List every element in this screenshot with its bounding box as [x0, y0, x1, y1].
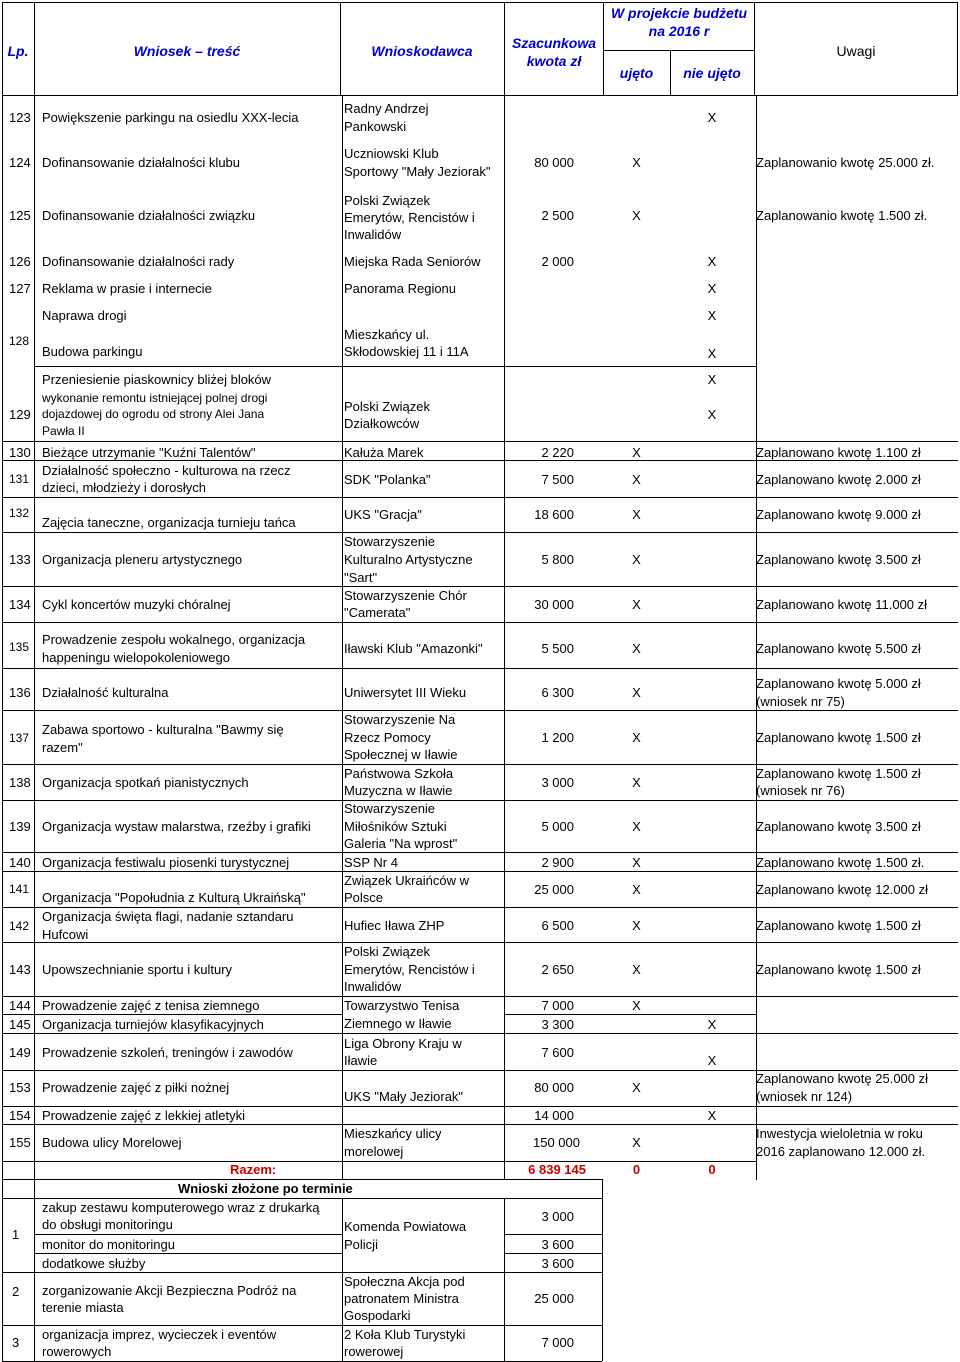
row-ujeto: X [632, 775, 641, 790]
row-tresc: Dofinansowanie działalności związku [42, 208, 256, 223]
row-wnioskodawca: morelowej [344, 1144, 404, 1159]
row-uwagi: Zaplanowano kwotę 1.500 zł [756, 962, 921, 977]
late-tresc: zorganizowanie Akcji Bezpieczna Podróż na [42, 1283, 297, 1298]
row-tresc: Prowadzenie zajęć z tenisa ziemnego [42, 998, 260, 1013]
row-divider [504, 1253, 602, 1254]
row-tresc: Prowadzenie zespołu wokalnego, organizacja [42, 632, 306, 647]
row-tresc: Budowa parkingu [42, 344, 143, 359]
row-nie-ujeto: X [707, 407, 717, 422]
grid-line [342, 96, 343, 1179]
late-wnioskodawca: patronatem Ministra [344, 1291, 459, 1306]
row-wnioskodawca: Polski Związek [344, 944, 430, 959]
row-wnioskodawca: "Camerata" [344, 605, 411, 620]
row-wnioskodawca: UKS "Gracja" [344, 507, 422, 522]
row-ujeto: X [632, 445, 641, 460]
row-ujeto: X [632, 962, 641, 977]
late-tresc: terenie miasta [42, 1300, 124, 1315]
row-tresc: Organizacja festiwalu piosenki turystycznej [42, 855, 290, 870]
row-lp: 153 [9, 1080, 31, 1095]
row-tresc: Prowadzenie zajęć z piłki nożnej [42, 1080, 230, 1095]
row-lp: 149 [9, 1045, 31, 1060]
row-divider [2, 800, 958, 801]
row-ujeto: X [632, 855, 641, 870]
header-tresc: Wniosek – treść [133, 43, 241, 59]
row-wnioskodawca: Mieszkańcy ulicy [344, 1126, 442, 1141]
row-uwagi: Zaplanowano kwotę 25.000 zł [756, 1071, 929, 1086]
row-divider [2, 441, 958, 442]
row-wnioskodawca: Stowarzyszenie [344, 534, 436, 549]
row-divider [2, 1179, 602, 1180]
row-wnioskodawca: Hufiec Iława ZHP [344, 918, 445, 933]
row-tresc: Dofinansowanie działalności klubu [42, 155, 241, 170]
row-tresc: Bieżące utrzymanie "Kuźni Talentów" [42, 445, 256, 460]
row-kwota: 2 220 [541, 445, 574, 460]
row-divider [504, 1234, 602, 1235]
row-wnioskodawca: Rzecz Pomocy [344, 730, 431, 745]
row-wnioskodawca: Pankowski [344, 119, 407, 134]
row-tresc: Przeniesienie piaskownicy bliżej bloków [42, 372, 272, 387]
row-kwota: 14 000 [534, 1108, 574, 1123]
row-divider [34, 1234, 342, 1235]
grid-line [602, 1179, 603, 1361]
row-kwota: 2 650 [541, 962, 574, 977]
row-kwota: 7 000 [541, 998, 574, 1013]
row-wnioskodawca: Stowarzyszenie Na [344, 712, 456, 727]
row-wnioskodawca: Polski Związek [344, 193, 430, 208]
row-wnioskodawca: Inwalidów [344, 227, 402, 242]
row-ujeto: X [632, 641, 641, 656]
row-uwagi: Zaplanowanio kwotę 25.000 zł. [756, 155, 935, 170]
row-lp: 137 [9, 731, 30, 745]
late-item: do obsługi monitoringu [42, 1217, 173, 1232]
row-uwagi: Zaplanowano kwotę 1.100 zł [756, 445, 921, 460]
row-uwagi: (wniosek nr 76) [756, 783, 845, 798]
row-wnioskodawca: Stowarzyszenie [344, 801, 436, 816]
row-tresc: Organizacja turniejów klasyfikacyjnych [42, 1017, 264, 1032]
row-divider [2, 1272, 602, 1273]
row-wnioskodawca: Sportowy "Mały Jeziorak" [344, 164, 491, 179]
row-uwagi: Zaplanowano kwotę 12.000 zł [756, 882, 929, 897]
row-nie-ujeto: X [707, 1017, 717, 1032]
row-uwagi: Zaplanowano kwotę 9.000 zł [756, 507, 921, 522]
row-kwota: 80 000 [534, 155, 574, 170]
total-kwota: 6 839 145 [528, 1162, 586, 1177]
row-divider [504, 1014, 756, 1015]
row-uwagi: (wniosek nr 124) [756, 1089, 853, 1104]
row-lp: 143 [9, 962, 31, 977]
late-lp: 3 [12, 1335, 20, 1350]
row-tresc: dojazdowej do ogrodu od strony Alei Jana [42, 407, 265, 421]
late-wnioskodawca: Policji [344, 1237, 378, 1252]
row-lp: 125 [9, 208, 31, 223]
row-divider [2, 852, 958, 853]
late-tresc: organizacja imprez, wycieczek i eventów [42, 1327, 277, 1342]
row-tresc: Organizacja "Popołudnia z Kulturą Ukraińską" [42, 890, 306, 905]
row-wnioskodawca: Miejska Rada Seniorów [344, 254, 481, 269]
row-wnioskodawca: Ziemnego w Iławie [344, 1016, 452, 1031]
row-divider [34, 1253, 342, 1254]
row-tresc: happeningu wielopokoleniowego [42, 650, 230, 665]
row-wnioskodawca: Kałuża Marek [344, 445, 424, 460]
grid-line [342, 1198, 343, 1361]
row-nie-ujeto: X [707, 372, 717, 387]
late-kwota: 3 000 [541, 1209, 574, 1224]
row-ujeto: X [632, 998, 641, 1013]
row-wnioskodawca: Uniwersytet III Wieku [344, 685, 467, 700]
row-tresc: dzieci, młodzieży i dorosłych [42, 480, 207, 495]
late-item: zakup zestawu komputerowego wraz z drukarką [42, 1200, 320, 1215]
row-ujeto: X [632, 918, 641, 933]
row-tresc: Prowadzenie szkoleń, treningów i zawodów [42, 1045, 293, 1060]
row-uwagi: Zaplanowano kwotę 2.000 zł [756, 472, 921, 487]
row-kwota: 6 500 [541, 918, 574, 933]
row-divider [2, 942, 958, 943]
row-lp: 130 [9, 445, 31, 460]
grid-line [2, 96, 3, 1361]
late-wnioskodawca: rowerowej [344, 1344, 404, 1359]
row-lp: 155 [9, 1135, 31, 1150]
row-lp: 132 [9, 506, 30, 520]
late-wnioskodawca: Gospodarki [344, 1308, 411, 1323]
row-wnioskodawca: Muzyczna w Iławie [344, 783, 453, 798]
row-lp: 141 [9, 882, 30, 896]
row-wnioskodawca: SDK "Polanka" [344, 472, 431, 487]
row-kwota: 7 600 [541, 1045, 574, 1060]
row-kwota: 5 000 [541, 819, 574, 834]
row-wnioskodawca: Panorama Regionu [344, 281, 457, 296]
late-item: dodatkowe służby [42, 1256, 146, 1271]
late-lp: 2 [12, 1284, 20, 1299]
header-wnioskodawca: Wnioskodawca [371, 43, 473, 59]
row-wnioskodawca: Inwalidów [344, 979, 402, 994]
late-wnioskodawca: Społeczna Akcja pod [344, 1274, 465, 1289]
row-lp: 133 [9, 552, 31, 567]
row-tresc: Dofinansowanie działalności rady [42, 254, 235, 269]
row-lp: 127 [9, 281, 31, 296]
row-tresc: Działalność społeczno - kulturowa na rzecz [42, 463, 291, 478]
row-tresc: Powiększenie parkingu na osiedlu XXX-lecia [42, 110, 299, 125]
row-divider [2, 532, 958, 533]
row-ujeto: X [632, 597, 641, 612]
late-item: monitor do monitoringu [42, 1237, 175, 1252]
row-lp: 139 [9, 819, 31, 834]
row-kwota: 150 000 [533, 1135, 580, 1150]
row-tresc: Budowa ulicy Morelowej [42, 1135, 182, 1150]
late-tresc: rowerowych [42, 1344, 112, 1359]
row-wnioskodawca: Emerytów, Rencistów i [344, 210, 475, 225]
row-divider [2, 1014, 342, 1015]
row-kwota: 2 000 [541, 254, 574, 269]
row-divider [2, 586, 958, 587]
row-divider [2, 668, 958, 669]
row-tresc: Działalność kulturalna [42, 685, 169, 700]
row-lp: 136 [9, 685, 31, 700]
row-nie-ujeto: X [707, 1108, 717, 1123]
row-kwota: 18 600 [534, 507, 574, 522]
total-nie-ujeto: 0 [708, 1162, 716, 1177]
header-uwagi: Uwagi [836, 43, 876, 59]
row-kwota: 25 000 [534, 882, 574, 897]
row-ujeto: X [632, 1135, 641, 1150]
row-divider [34, 366, 756, 367]
late-section-title: Wnioski złożone po terminie [178, 1181, 353, 1196]
row-uwagi: Zaplanowano kwotę 3.500 zł [756, 552, 921, 567]
row-tresc: Pawła II [42, 424, 85, 438]
row-ujeto: X [632, 472, 641, 487]
row-lp: 138 [9, 775, 31, 790]
late-kwota: 25 000 [534, 1291, 574, 1306]
row-wnioskodawca: Liga Obrony Kraju w [344, 1036, 462, 1051]
row-tresc: Upowszechnianie sportu i kultury [42, 962, 233, 977]
row-uwagi: Zaplanowano kwotę 1.500 zł [756, 918, 921, 933]
row-lp: 134 [9, 597, 31, 612]
row-kwota: 1 200 [541, 730, 574, 745]
row-nie-ujeto: X [707, 110, 717, 125]
row-tresc: Organizacja pleneru artystycznego [42, 552, 243, 567]
row-ujeto: X [632, 552, 641, 567]
row-kwota: 5 500 [541, 641, 574, 656]
grid-line [504, 96, 505, 1179]
row-nie-ujeto: X [707, 281, 717, 296]
row-lp: 126 [9, 254, 31, 269]
row-lp: 144 [9, 998, 31, 1013]
row-wnioskodawca: Uczniowski Klub [344, 146, 439, 161]
row-kwota: 2 900 [541, 855, 574, 870]
row-ujeto: X [632, 685, 641, 700]
row-tresc: wykonanie remontu istniejącej polnej drogi [42, 391, 268, 405]
row-lp: 124 [9, 155, 31, 170]
late-kwota: 3 600 [541, 1237, 574, 1252]
row-kwota: 80 000 [534, 1080, 574, 1095]
late-wnioskodawca: Komenda Powiatowa [344, 1219, 467, 1234]
row-uwagi: 2016 zaplanowano 12.000 zł. [756, 1144, 926, 1159]
row-divider [2, 460, 958, 461]
row-lp: 123 [9, 110, 31, 125]
header-budzet: W projekcie budżetu na 2016 r [610, 5, 748, 39]
row-uwagi: Zaplanowano kwotę 1.500 zł. [756, 855, 925, 870]
row-tresc: Organizacja święta flagi, nadanie sztandaru [42, 909, 294, 924]
row-divider [2, 622, 958, 623]
row-uwagi: Zaplanowano kwotę 3.500 zł [756, 819, 921, 834]
row-wnioskodawca: "Sart" [344, 570, 378, 585]
row-tresc: Reklama w prasie i internecie [42, 281, 212, 296]
header-nie-ujeto: nie ujęto [683, 65, 741, 81]
row-ujeto: X [632, 882, 641, 897]
row-lp: 135 [9, 640, 30, 654]
row-wnioskodawca: SSP Nr 4 [344, 855, 398, 870]
row-kwota: 2 500 [541, 208, 574, 223]
row-lp: 154 [9, 1108, 31, 1123]
row-tresc: Organizacja spotkań pianistycznych [42, 775, 249, 790]
row-wnioskodawca: Galeria "Na wprost" [344, 836, 458, 851]
row-kwota: 7 500 [541, 472, 574, 487]
row-lp: 131 [9, 472, 30, 486]
row-wnioskodawca: Mieszkańcy ul. [344, 327, 430, 342]
row-uwagi: Zaplanowano kwotę 5.000 zł [756, 676, 921, 691]
header-kwota: Szacunkowa kwota zł [511, 35, 597, 69]
header-lp: Lp. [7, 43, 29, 59]
row-wnioskodawca: Związek Ukraińców w [344, 873, 469, 888]
header-ujeto: ujęto [619, 65, 654, 81]
row-wnioskodawca: Iławie [344, 1053, 378, 1068]
row-wnioskodawca: Stowarzyszenie Chór [344, 588, 467, 603]
row-uwagi: Zaplanowano kwotę 11.000 zł [756, 597, 928, 612]
row-divider [2, 871, 958, 872]
row-divider [2, 710, 958, 711]
row-wnioskodawca: Państwowa Szkoła [344, 766, 454, 781]
row-nie-ujeto: X [707, 346, 717, 361]
row-tresc: Organizacja wystaw malarstwa, rzeźby i grafiki [42, 819, 311, 834]
row-kwota: 5 800 [541, 552, 574, 567]
row-wnioskodawca: Radny Andrzej [344, 101, 429, 116]
header-divider [603, 50, 754, 51]
late-wnioskodawca: 2 Koła Klub Turystyki [344, 1327, 466, 1342]
row-wnioskodawca: Polski Związek [344, 399, 430, 414]
row-kwota: 3 000 [541, 775, 574, 790]
row-tresc: Cykl koncertów muzyki chóralnej [42, 597, 231, 612]
row-wnioskodawca: Emerytów, Rencistów i [344, 962, 475, 977]
grid-line [34, 96, 35, 1361]
total-ujeto: 0 [632, 1162, 641, 1177]
row-tresc: Zabawa sportowo - kulturalna "Bawmy się [42, 722, 284, 737]
row-tresc: Prowadzenie zajęć z lekkiej atletyki [42, 1108, 246, 1123]
row-wnioskodawca: Iławski Klub "Amazonki" [344, 641, 483, 656]
header-divider [504, 2, 505, 96]
row-tresc: Naprawa drogi [42, 308, 127, 323]
total-label: Razem: [230, 1162, 277, 1177]
grid-line [756, 96, 757, 1180]
row-tresc: razem" [42, 740, 83, 755]
row-lp: 129 [9, 407, 31, 422]
row-ujeto: X [632, 507, 641, 522]
row-wnioskodawca: Miłośników Sztuki [344, 819, 447, 834]
late-kwota: 7 000 [541, 1335, 574, 1350]
row-wnioskodawca: Działkowców [344, 416, 420, 431]
row-ujeto: X [632, 730, 641, 745]
late-lp: 1 [12, 1227, 20, 1242]
row-wnioskodawca: Towarzystwo Tenisa [344, 998, 460, 1013]
row-nie-ujeto: X [707, 1053, 717, 1068]
row-uwagi: Zaplanowano kwotę 1.500 zł [756, 766, 921, 781]
row-uwagi: Zaplanowanio kwotę 1.500 zł. [756, 208, 928, 223]
late-kwota: 3 600 [541, 1256, 574, 1271]
row-divider [2, 1033, 958, 1034]
row-uwagi: Zaplanowano kwotę 5.500 zł [756, 641, 921, 656]
row-wnioskodawca: Społecznej w Iławie [344, 747, 458, 762]
row-ujeto: X [632, 1080, 641, 1095]
row-ujeto: X [632, 155, 641, 170]
row-wnioskodawca: Kulturalno Artystyczne [344, 552, 473, 567]
row-kwota: 6 300 [541, 685, 574, 700]
row-lp: 128 [9, 334, 30, 348]
row-ujeto: X [632, 208, 641, 223]
row-ujeto: X [632, 819, 641, 834]
row-lp: 140 [9, 855, 31, 870]
row-nie-ujeto: X [707, 308, 717, 323]
row-uwagi: (wniosek nr 75) [756, 694, 845, 709]
row-nie-ujeto: X [707, 254, 717, 269]
row-wnioskodawca: Skłodowskiej 11 i 11A [344, 344, 469, 359]
row-divider [2, 497, 958, 498]
row-uwagi: Inwestycja wieloletnia w roku [756, 1126, 923, 1141]
row-tresc: Zajęcia taneczne, organizacja turnieju tańca [42, 515, 296, 530]
grid-line [504, 1198, 505, 1361]
row-wnioskodawca: UKS "Mały Jeziorak" [344, 1089, 464, 1104]
row-wnioskodawca: Polsce [344, 890, 384, 905]
row-tresc: Hufcowi [42, 927, 89, 942]
row-lp: 142 [9, 919, 30, 933]
row-lp: 145 [9, 1017, 31, 1032]
row-uwagi: Zaplanowano kwotę 1.500 zł [756, 730, 921, 745]
row-kwota: 30 000 [534, 597, 574, 612]
row-kwota: 3 300 [541, 1017, 574, 1032]
